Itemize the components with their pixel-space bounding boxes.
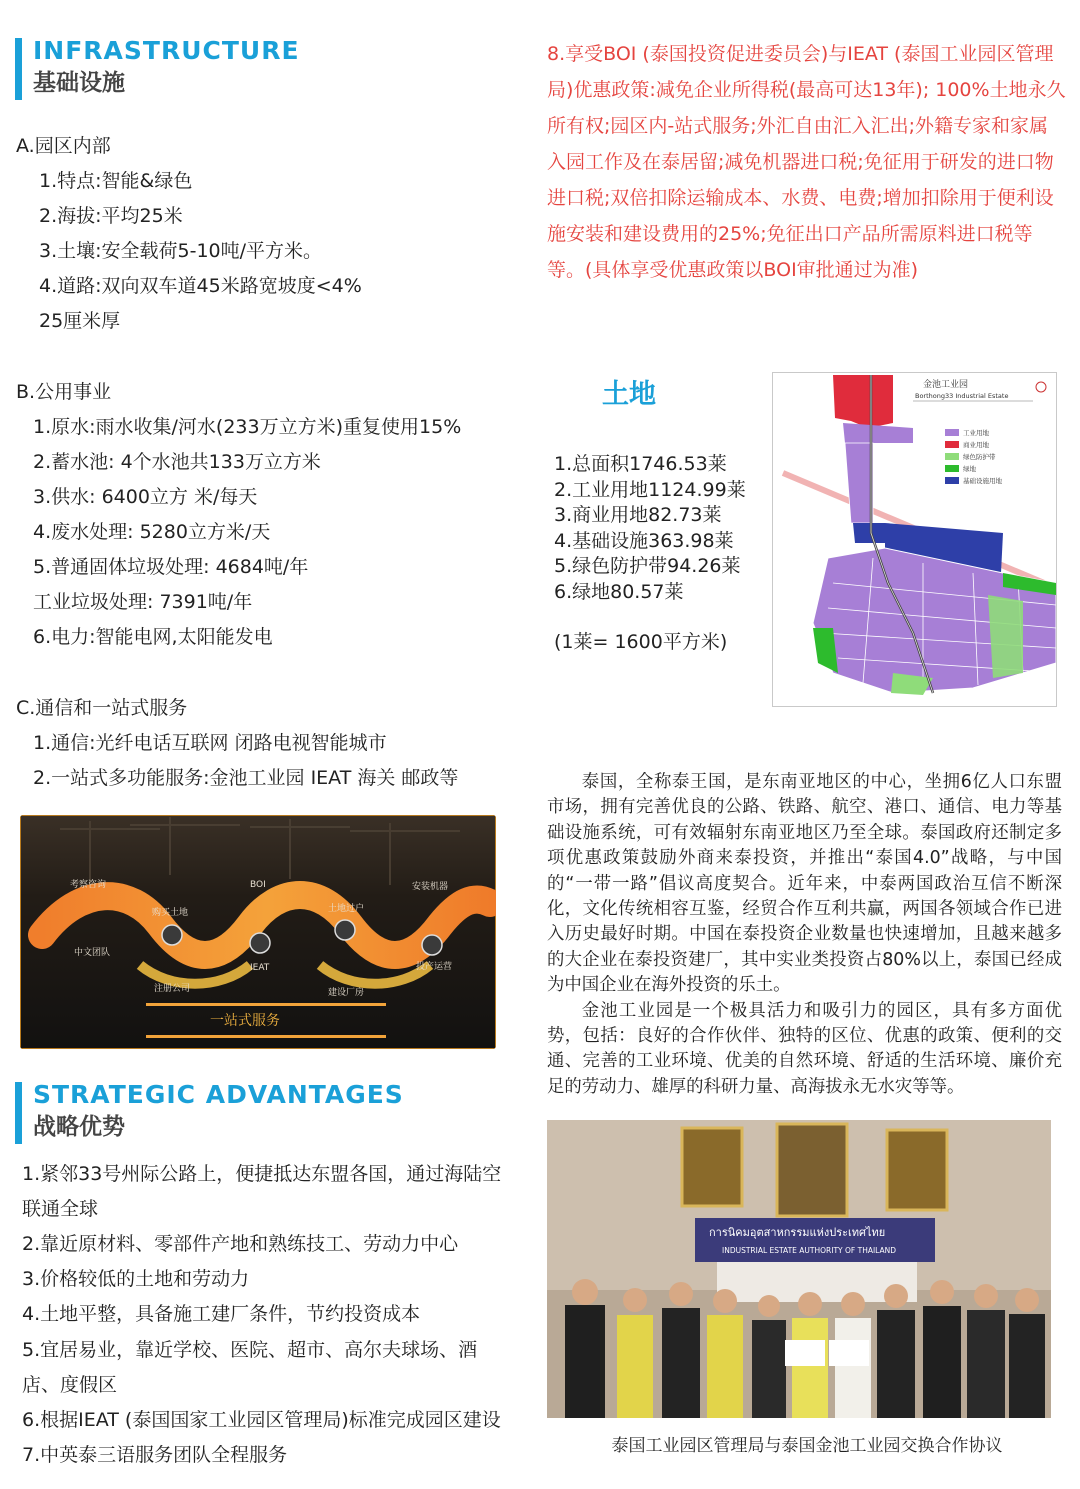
estate-map-graphic: [773, 373, 1056, 706]
legend-label: 基础设施用地: [963, 477, 1002, 485]
section-a-item: 25厘米厚: [39, 310, 121, 332]
section-c-item: 2.一站式多功能服务:金池工业园 IEAT 海关 邮政等: [33, 767, 459, 789]
section-a-item: 1.特点:智能&绿色: [39, 170, 193, 192]
step-label: 土地过户: [328, 904, 365, 914]
thailand-paragraph-1: 泰国，全称泰王国，是东南亚地区的中心，坐拥6亿人口东盟市场，拥有完善优良的公路、铁路、航空、港口、通信、电力等基础设施系统，可有效辐射东南亚地区乃至全球。泰国政府还制定多项优惠政策鼓励外商来泰投资，并推出“泰国4.0”战略，与中国的“一带一路”倡议高度契合。近年来，中泰两国政治互信不断深化，文化传统相容互鉴，经贸合作互利共赢，两国各领域合作已进入历史最好时期。中国在泰投资企业数量也快速增加，且越来越多的大企业在泰投资建厂，其中实业类投资占80%以上，泰国已经成为中国企业在海外投资的乐土。: [547, 772, 1062, 996]
section-a-item: 4.道路:双向双车道45米路宽坡度<4%: [39, 275, 362, 297]
heading-accent-bar: [15, 1082, 22, 1144]
step-label: 安装机器: [412, 882, 449, 892]
signing-ceremony-photo: [547, 1120, 1051, 1418]
strategic-item: 5.宜居易业，靠近学校、医院、超市、高尔夫球场、酒: [22, 1339, 478, 1361]
signing-photo-graphic: [547, 1120, 1051, 1418]
service-diagram-graphic: [20, 815, 496, 1049]
strategic-heading: [15, 1080, 404, 1144]
strategic-item: 6.根据IEAT (泰国国家工业园区管理局)标准完成园区建设: [22, 1409, 501, 1431]
photo-banner-en: INDUSTRIAL ESTATE AUTHORITY OF THAILAND: [722, 1246, 897, 1255]
section-b-item: 工业垃圾处理: 7391吨/年: [33, 591, 253, 613]
legend-label: 绿地: [963, 465, 976, 473]
legend-swatch: [945, 441, 959, 448]
strategic-item: 7.中英泰三语服务团队全程服务: [22, 1444, 288, 1466]
estate-map: [772, 372, 1057, 707]
map-title-cn: 金池工业园: [923, 380, 969, 390]
strategic-item: 1.紧邻33号州际公路上，便捷抵达东盟各国，通过海陆空: [22, 1163, 502, 1185]
legend-label: 工业用地: [963, 429, 989, 437]
legend-swatch: [945, 429, 959, 436]
thailand-paragraph-2: 金池工业园是一个极具活力和吸引力的园区，具有多方面优势，包括：良好的合作伙伴、独特的区位、优惠的政策、便利的交通、完善的工业环境、优美的自然环境、舒适的生活环境、廉价充足的劳动力、雄厚的科研力量、高海拔永无水灾等等。: [547, 1000, 1062, 1097]
section-b-item: 3.供水: 6400立方 米/每天: [33, 486, 258, 508]
land-item: 4.基础设施363.98莱: [554, 529, 734, 552]
land-list: [554, 452, 746, 656]
one-stop-banner: 一站式服务: [210, 1013, 280, 1029]
step-label: 建设厂房: [328, 988, 365, 998]
strategic-item: 联通全球: [22, 1198, 99, 1220]
step-label: 考察咨询: [70, 880, 107, 890]
land-item: 3.商业用地82.73莱: [554, 504, 722, 526]
strategic-item: 4.土地平整，具备施工建厂条件，节约投资成本: [22, 1303, 421, 1325]
infrastructure-heading: [15, 36, 300, 100]
infrastructure-title-en: INFRASTRUCTURE: [33, 36, 300, 65]
legend-label: 绿色防护带: [963, 453, 996, 461]
step-label: 注册公司: [154, 984, 191, 994]
step-label: BOI: [250, 880, 266, 890]
section-b-item: 4.废水处理: 5280立方米/天: [33, 521, 271, 543]
section-a-title: A.园区内部: [16, 135, 111, 157]
strategic-item: 店、度假区: [22, 1374, 118, 1396]
land-title: 土地: [602, 379, 656, 410]
incentives-paragraph: 8.享受BOI (泰国投资促进委员会)与IEAT (泰国工业园区管理局)优惠政策:减免企业所得税(最高可达13年); 100%土地永久所有权;园区内-站式服务;外汇自由汇入汇出;外籍专家和家属入园工作及在泰居留;减免机器进口税;免征用于研发的进口物进口税;双倍扣除运输成本、水费、电费;增加扣除用于便利设施安装和建设费用的25%;免征出口产品所需原料进口税等等。(具体享受优惠政策以BOI审批通过为准): [547, 43, 1066, 281]
section-a-item: 3.土壤:安全载荷5-10吨/平方米。: [39, 240, 323, 262]
infrastructure-title-cn: 基础设施: [33, 70, 125, 96]
land-item: 2.工业用地1124.99莱: [554, 478, 746, 501]
section-b-title: B.公用事业: [16, 381, 112, 403]
section-b-item: 5.普通固体垃圾处理: 4684吨/年: [33, 556, 309, 578]
section-b-item: 1.原水:雨水收集/河水(233万立方米)重复使用15%: [33, 416, 462, 438]
legend-label: 商业用地: [963, 441, 989, 449]
section-c-title: C.通信和一站式服务: [16, 697, 188, 719]
step-label: IEAT: [250, 963, 270, 973]
heading-accent-bar: [15, 38, 22, 100]
legend-swatch: [945, 465, 959, 472]
legend-swatch: [945, 477, 959, 484]
section-b-item: 2.蓄水池: 4个水池共133万立方米: [33, 451, 321, 473]
step-label: 购买土地: [152, 908, 189, 918]
strategic-title-cn: 战略优势: [33, 1114, 125, 1140]
step-label: 中文团队: [74, 948, 111, 958]
photo-banner-thai: การนิคมอุตสาหกรรมแห่งประเทศไทย: [709, 1226, 886, 1239]
map-title-en: Borthong33 Industrial Estate: [915, 392, 1009, 400]
thailand-description: [547, 770, 1062, 1100]
land-item: 1.总面积1746.53莱: [554, 453, 727, 475]
legend-swatch: [945, 453, 959, 460]
strategic-item: 3.价格较低的土地和劳动力: [22, 1268, 250, 1290]
land-item: 6.绿地80.57莱: [554, 580, 684, 603]
strategic-item: 2.靠近原材料、零部件产地和熟练技工、劳动力中心: [22, 1233, 459, 1255]
land-item: 5.绿色防护带94.26莱: [554, 555, 741, 577]
section-a-item: 2.海拔:平均25米: [39, 205, 183, 227]
section-c-item: 1.通信:光纤电话互联网 闭路电视智能城市: [33, 732, 387, 754]
photo-caption: 泰国工业园区管理局与泰国金池工业园交换合作协议: [611, 1436, 1003, 1456]
step-label: 投产运营: [416, 962, 453, 972]
one-stop-service-diagram: [20, 815, 496, 1049]
section-b-item: 6.电力:智能电网,太阳能发电: [33, 626, 273, 648]
strategic-title-en: STRATEGIC ADVANTAGES: [33, 1080, 404, 1109]
land-unit-note: (1莱= 1600平方米): [554, 631, 728, 653]
